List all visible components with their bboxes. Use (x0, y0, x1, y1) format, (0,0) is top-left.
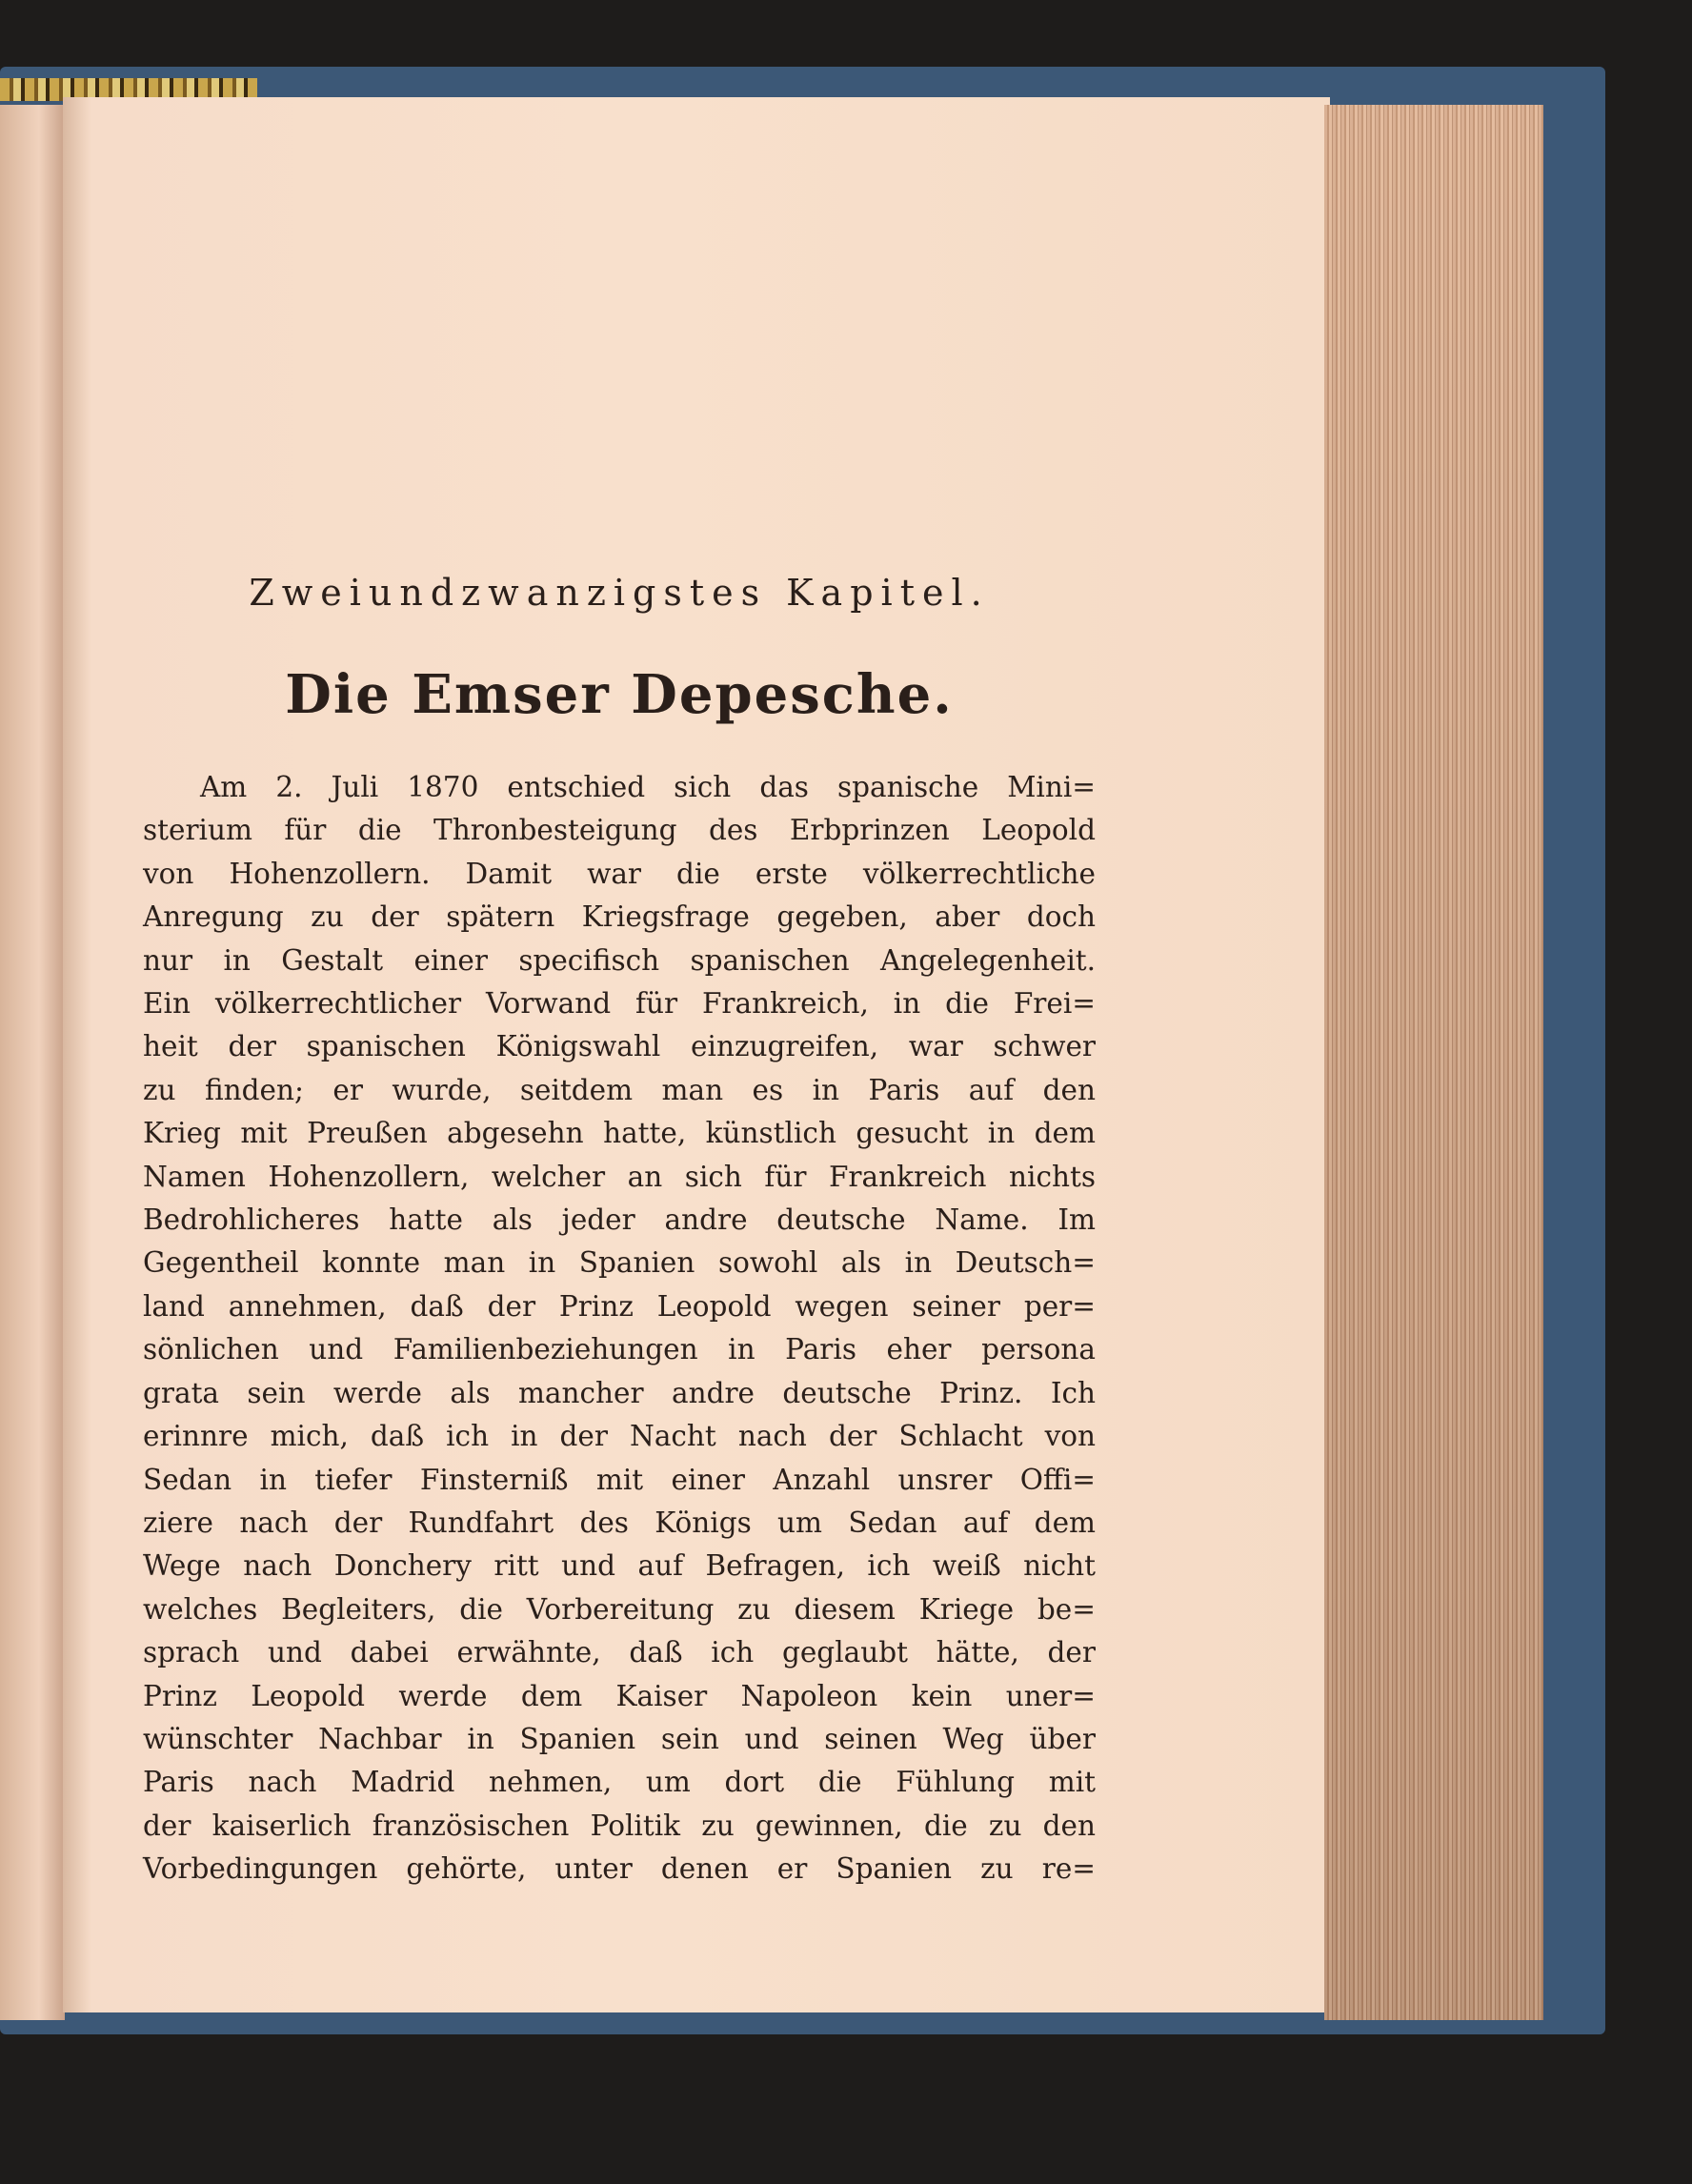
body-line: Namen Hohenzollern, welcher an sich für Frankreich nichts (143, 1160, 1096, 1193)
body-line: sterium für die Thronbesteigung des Erbprinzen Leopold (143, 814, 1096, 847)
body-line: wünschter Nachbar in Spanien sein und seinen Weg über (143, 1722, 1096, 1755)
body-line: Paris nach Madrid nehmen, um dort die Fühlung mit (143, 1766, 1096, 1799)
body-line: welches Begleiters, die Vorbereitung zu diesem Kriege be= (143, 1592, 1096, 1626)
body-line: land annehmen, daß der Prinz Leopold wegen seiner per= (143, 1289, 1096, 1323)
body-line: Vorbedingungen gehörte, unter denen er Spanien zu re= (143, 1852, 1096, 1886)
body-line: Prinz Leopold werde dem Kaiser Napoleon kein uner= (143, 1679, 1096, 1712)
body-line: ziere nach der Rundfahrt des Königs um Sedan auf dem (143, 1506, 1096, 1539)
body-line: Anregung zu der spätern Kriegsfrage gegeben, aber doch (143, 900, 1096, 934)
left-page-edge (0, 105, 65, 2020)
chapter-title: Die Emser Depesche. (285, 663, 954, 726)
body-line: nur in Gestalt einer specifisch spanischen Angelegenheit. (143, 943, 1096, 977)
body-line: Krieg mit Preußen abgesehn hatte, künstlich gesucht in dem (143, 1117, 1096, 1150)
body-line: grata sein werde als mancher andre deutsche Prinz. Ich (143, 1376, 1096, 1409)
body-line: Gegentheil konnte man in Spanien sowohl als in Deutsch= (143, 1246, 1096, 1280)
body-line: erinnre mich, daß ich in der Nacht nach der Schlacht von (143, 1420, 1096, 1453)
body-line: Sedan in tiefer Finsterniß mit einer Anzahl unsrer Offi= (143, 1463, 1096, 1496)
body-line: von Hohenzollern. Damit war die erste völkerrechtliche (143, 857, 1096, 890)
body-line: sprach und dabei erwähnte, daß ich geglaubt hätte, der (143, 1636, 1096, 1669)
body-paragraph (143, 766, 1096, 1891)
body-line: sönlichen und Familienbeziehungen in Paris eher persona (143, 1333, 1096, 1366)
body-line: der kaiserlich französischen Politik zu gewinnen, die zu den (143, 1809, 1096, 1842)
body-line: Am 2. Juli 1870 entschied sich das spanische Mini= (200, 771, 1096, 803)
page-content (143, 572, 1096, 1891)
body-line: Wege nach Donchery ritt und auf Befragen, ich weiß nicht (143, 1549, 1096, 1583)
page-edges-shade (1324, 105, 1543, 2020)
chapter-label: Zweiundzwanzigstes Kapitel. (249, 572, 990, 614)
body-line: heit der spanischen Königswahl einzugreifen, war schwer (143, 1030, 1096, 1063)
body-line: Ein völkerrechtlicher Vorwand für Frankreich, in die Frei= (143, 987, 1096, 1021)
body-line: zu finden; er wurde, seitdem man es in Paris auf den (143, 1073, 1096, 1106)
body-line: Bedrohlicheres hatte als jeder andre deutsche Name. Im (143, 1203, 1096, 1237)
